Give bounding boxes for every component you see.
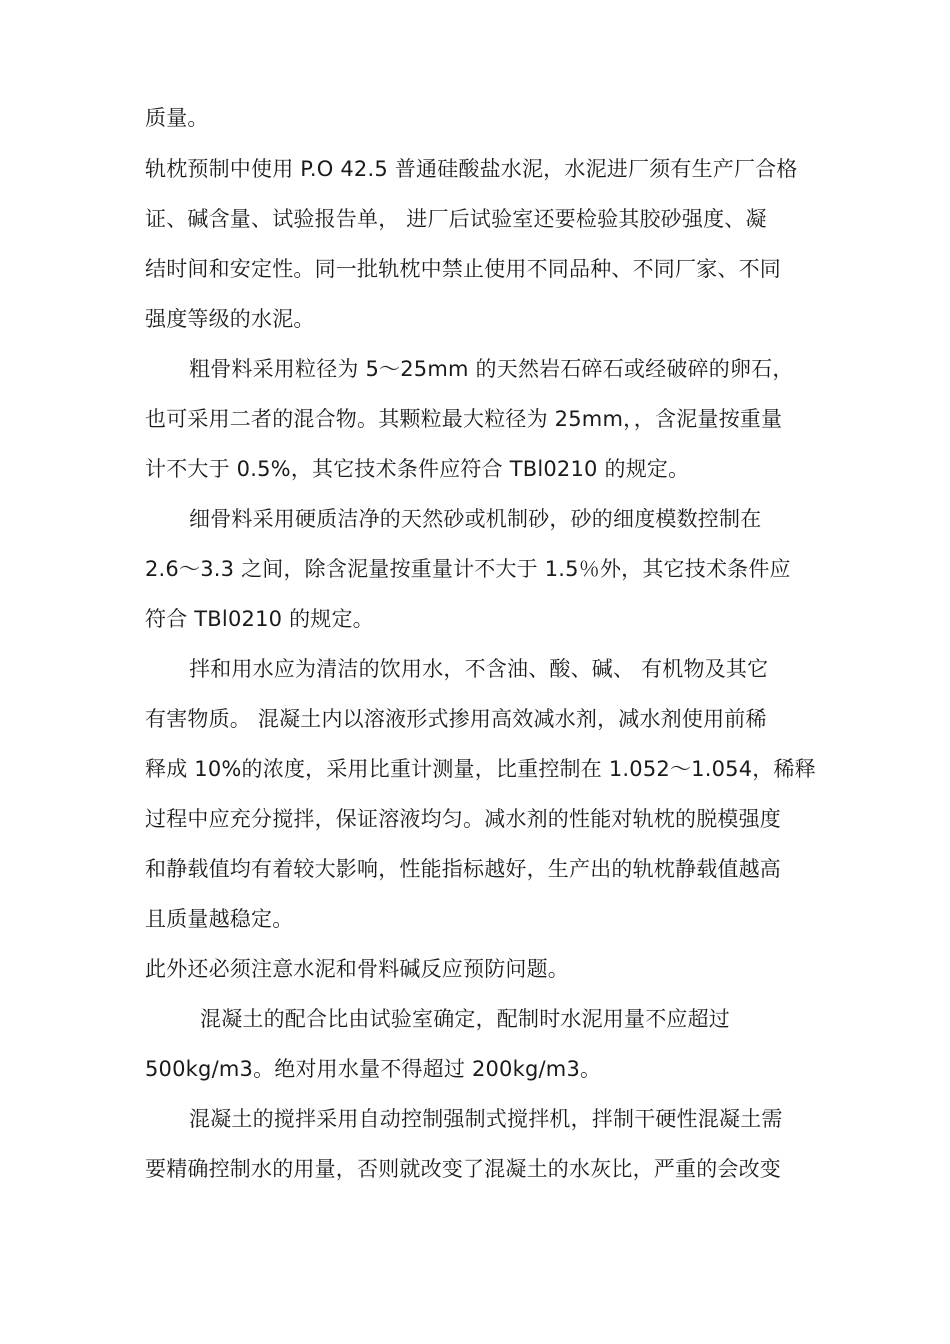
text-line: 有害物质。 混凝土内以溶液形式掺用高效减水剂，减水剂使用前稀 bbox=[145, 707, 767, 731]
text-line: 粗骨料采用粒径为 5～25mm 的天然岩石碎石或经破碎的卵石， bbox=[189, 357, 794, 381]
text-line: 此外还必须注意水泥和骨料碱反应预防问题。 bbox=[145, 957, 569, 981]
text-line: 且质量越稳定。 bbox=[145, 907, 294, 931]
text-line: 释成 10%的浓度，采用比重计测量，比重控制在 1.052～1.054，稀释 bbox=[145, 757, 816, 781]
text-line: 轨枕预制中使用 P.O 42.5 普通硅酸盐水泥，水泥进厂须有生产厂合格 bbox=[145, 157, 798, 181]
text-line: 质量。 bbox=[145, 106, 209, 130]
text-line: 要精确控制水的用量，否则就改变了混凝土的水灰比，严重的会改变 bbox=[145, 1157, 781, 1181]
text-line: 也可采用二者的混合物。其颗粒最大粒径为 25mm，，含泥量按重量 bbox=[145, 407, 783, 431]
text-line: 和静载值均有着较大影响，性能指标越好，生产出的轨枕静载值越高 bbox=[145, 857, 781, 881]
text-line: 混凝土的配合比由试验室确定，配制时水泥用量不应超过 bbox=[200, 1007, 730, 1031]
text-line: 证、碱含量、试验报告单， 进厂后试验室还要检验其胶砂强度、凝 bbox=[145, 207, 767, 231]
text-line: 2.6～3.3 之间，除含泥量按重量计不大于 1.5％外，其它技术条件应 bbox=[145, 557, 791, 581]
text-line: 符合 TBl0210 的规定。 bbox=[145, 607, 374, 631]
text-line: 计不大于 0.5%，其它技术条件应符合 TBl0210 的规定。 bbox=[145, 457, 690, 481]
text-line: 拌和用水应为清洁的饮用水，不含油、酸、碱、 有机物及其它 bbox=[189, 657, 769, 681]
text-line: 结时间和安定性。同一批轨枕中禁止使用不同品种、不同厂家、不同 bbox=[145, 257, 781, 281]
text-line: 500kg/m3。绝对用水量不得超过 200kg/m3。 bbox=[145, 1057, 602, 1081]
text-line: 过程中应充分搅拌，保证溶液均匀。减水剂的性能对轨枕的脱模强度 bbox=[145, 807, 781, 831]
text-line: 混凝土的搅拌采用自动控制强制式搅拌机，拌制干硬性混凝土需 bbox=[189, 1107, 783, 1131]
text-line: 细骨料采用硬质洁净的天然砂或机制砂，砂的细度模数控制在 bbox=[189, 507, 762, 531]
text-line: 强度等级的水泥。 bbox=[145, 307, 315, 331]
